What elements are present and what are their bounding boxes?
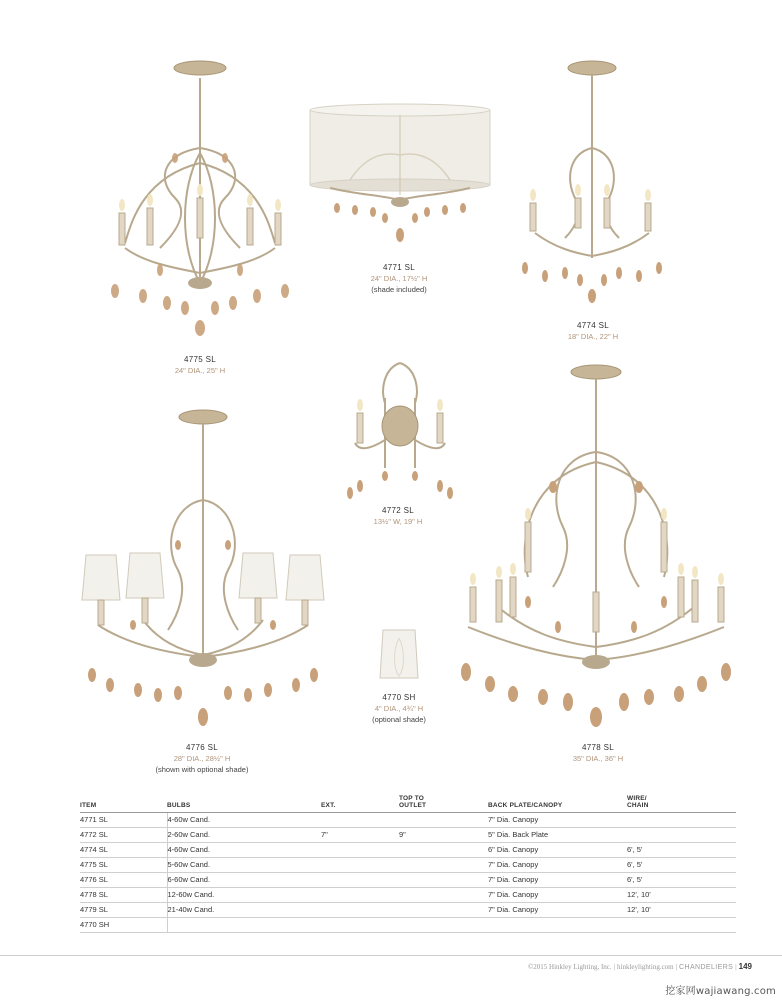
cell-ext xyxy=(321,843,399,858)
cell-bulbs xyxy=(167,918,321,933)
caption-4774 xyxy=(503,320,683,342)
cell-back: 6" Dia. Canopy xyxy=(488,843,627,858)
cell-back: 7" Dia. Canopy xyxy=(488,813,627,828)
header-back-plate: BACK PLATE/CANOPY xyxy=(488,795,627,813)
product-model: 4770 SH xyxy=(382,693,416,702)
product-model: 4774 SL xyxy=(577,321,609,330)
product-note: (shown with optional shade) xyxy=(155,765,249,774)
header-bulbs: BULBS xyxy=(167,795,321,813)
header-wire-chain xyxy=(627,795,736,813)
cell-bulbs: 4-60w Cand. xyxy=(167,813,321,828)
table-row xyxy=(80,858,736,873)
table-row xyxy=(80,828,736,843)
chandelier-4775-image xyxy=(105,58,305,343)
chandelier-4774-image xyxy=(515,58,670,308)
product-note: (shade included) xyxy=(371,285,427,294)
cell-back: 7" Dia. Canopy xyxy=(488,873,627,888)
footer-divider xyxy=(0,955,782,956)
table-row xyxy=(80,918,736,933)
cell-top: 9" xyxy=(399,828,488,843)
cell-item: 4775 SL xyxy=(80,858,167,873)
cell-back: 7" Dia. Canopy xyxy=(488,903,627,918)
table-row xyxy=(80,843,736,858)
caption-4771 xyxy=(309,262,489,295)
chandelier-4778-image xyxy=(458,362,738,737)
cell-ext xyxy=(321,873,399,888)
caption-4775 xyxy=(110,354,290,376)
cell-ext xyxy=(321,813,399,828)
cell-ext xyxy=(321,918,399,933)
footer-separator: | xyxy=(675,963,678,971)
table-header-row xyxy=(80,795,736,813)
cell-wire: 6', 5' xyxy=(627,858,736,873)
product-model: 4772 SL xyxy=(382,506,414,515)
cell-wire xyxy=(627,828,736,843)
cell-top xyxy=(399,843,488,858)
chandelier-4771-image xyxy=(305,100,495,250)
header-top-line2: OUTLET xyxy=(399,802,427,809)
cell-wire: 12', 10' xyxy=(627,903,736,918)
footer-separator: | xyxy=(613,963,616,971)
cell-bulbs: 4-60w Cand. xyxy=(167,843,321,858)
cell-top xyxy=(399,858,488,873)
cell-top xyxy=(399,888,488,903)
product-dimensions: 28" DIA., 28½" H xyxy=(173,754,231,763)
table-row xyxy=(80,888,736,903)
spec-table xyxy=(80,795,736,933)
cell-bulbs: 6-60w Cand. xyxy=(167,873,321,888)
caption-4776 xyxy=(112,742,292,775)
product-dimensions: 24" DIA., 25" H xyxy=(174,366,226,375)
cell-wire: 6', 5' xyxy=(627,873,736,888)
cell-back: 5" Dia. Back Plate xyxy=(488,828,627,843)
table-row xyxy=(80,873,736,888)
product-model: 4778 SL xyxy=(582,743,614,752)
cell-item: 4770 SH xyxy=(80,918,167,933)
watermark: 挖家网wajiawang.com xyxy=(665,986,776,997)
cell-top xyxy=(399,873,488,888)
cell-item: 4779 SL xyxy=(80,903,167,918)
header-ext: EXT. xyxy=(321,795,399,813)
cell-item: 4771 SL xyxy=(80,813,167,828)
cell-wire xyxy=(627,813,736,828)
chandelier-4776-image xyxy=(78,405,328,735)
cell-wire: 6', 5' xyxy=(627,843,736,858)
cell-ext xyxy=(321,903,399,918)
header-wire-line2: CHAIN xyxy=(627,802,649,809)
header-top-line1: TOP TO xyxy=(399,795,425,802)
cell-bulbs: 21-40w Cand. xyxy=(167,903,321,918)
page-footer xyxy=(528,962,752,971)
product-dimensions: 13½" W, 19" H xyxy=(373,517,423,526)
cell-wire xyxy=(627,918,736,933)
product-dimensions: 4" DIA., 4¾" H xyxy=(374,704,424,713)
cell-ext xyxy=(321,888,399,903)
product-model: 4771 SL xyxy=(383,263,415,272)
footer-copyright: ©2015 Hinkley Lighting, Inc. xyxy=(527,963,612,971)
footer-website[interactable]: hinkleylighting.com xyxy=(617,963,674,971)
cell-back: 7" Dia. Canopy xyxy=(488,888,627,903)
cell-bulbs: 5-60w Cand. xyxy=(167,858,321,873)
product-model: 4776 SL xyxy=(186,743,218,752)
product-dimensions: 24" DIA., 17½" H xyxy=(370,274,428,283)
header-item: ITEM xyxy=(80,795,167,813)
footer-section: CHANDELIERS xyxy=(679,964,734,971)
cell-back xyxy=(488,918,627,933)
cell-item: 4776 SL xyxy=(80,873,167,888)
cell-wire: 12', 10' xyxy=(627,888,736,903)
header-wire-line1: WIRE/ xyxy=(627,795,647,802)
product-model: 4775 SL xyxy=(184,355,216,364)
product-dimensions: 18" DIA., 22" H xyxy=(567,332,619,341)
cell-ext: 7" xyxy=(321,828,399,843)
cell-item: 4772 SL xyxy=(80,828,167,843)
header-top-to-outlet xyxy=(399,795,488,813)
shade-4770-image xyxy=(378,628,420,682)
cell-item: 4778 SL xyxy=(80,888,167,903)
cell-ext xyxy=(321,858,399,873)
page-number: 149 xyxy=(738,962,752,971)
cell-top xyxy=(399,918,488,933)
table-row xyxy=(80,813,736,828)
cell-top xyxy=(399,903,488,918)
table-row xyxy=(80,903,736,918)
cell-bulbs: 2-60w Cand. xyxy=(167,828,321,843)
product-note: (optional shade) xyxy=(372,715,426,724)
cell-item: 4774 SL xyxy=(80,843,167,858)
product-dimensions: 35" DIA., 36" H xyxy=(572,754,624,763)
cell-back: 7" Dia. Canopy xyxy=(488,858,627,873)
cell-bulbs: 12-60w Cand. xyxy=(167,888,321,903)
sconce-4772-image xyxy=(340,358,460,508)
caption-4778 xyxy=(508,742,688,764)
footer-separator: | xyxy=(735,963,737,971)
cell-top xyxy=(399,813,488,828)
